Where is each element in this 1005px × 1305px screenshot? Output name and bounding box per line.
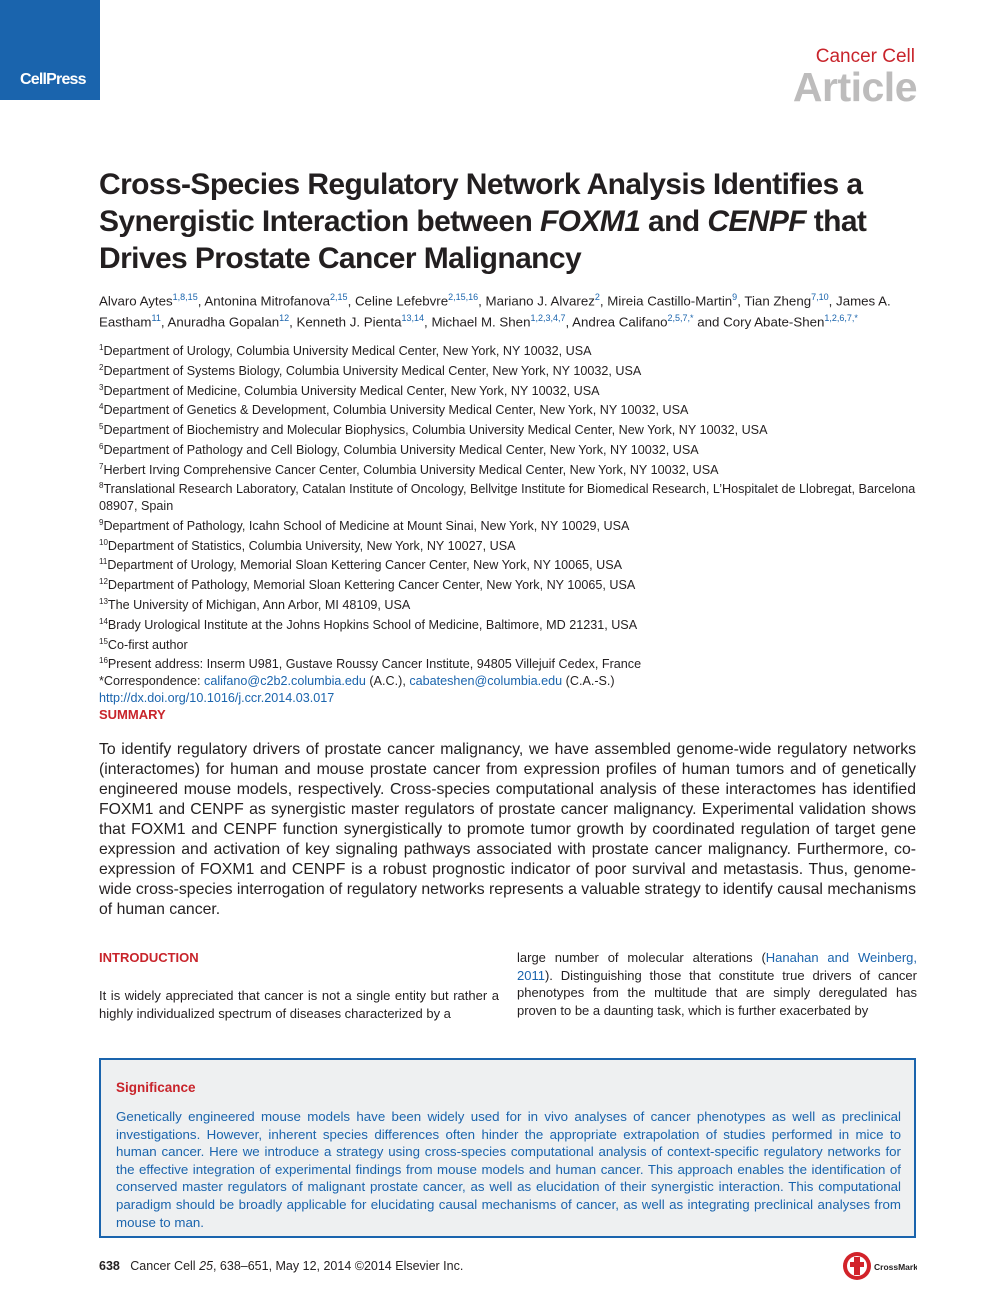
affiliations — [99, 340, 929, 706]
correspondence: *Correspondence: califano@c2b2.columbia.edu (A.C.), cabateshen@columbia.edu (C.A.-S.) — [99, 674, 615, 689]
cellpress-logo — [0, 0, 100, 100]
author-affiliation-sup: 13,14 — [401, 312, 425, 323]
affiliation-item: $^1$Department of Urology, Columbia University Medical Center, New York, NY 10032, USA — [99, 343, 592, 359]
affiliation-item: $^7$Herbert Irving Comprehensive Cancer Center, Columbia University Medical Center, New York, NY 10032, USA — [99, 461, 719, 477]
author-name: Antonina Mitrofanova — [204, 293, 331, 309]
significance-text: Genetically engineered mouse models have been widely used for in vivo analyses of cancer phenotypes as well as preclinical investigations. However, inherent species differences often hinder the appropriate extrapolation of studies performed in mice to human cancer. Here we introduce a strategy using cross-species computational analysis of context-specific regulatory networks for the effective integration of experimental findings from mouse models and human cancer. This approach enables the identification of conserved master regulators of malignant prostate cancer, as well as elucidation of their synergistic interaction. This computational paradigm should be broadly applicable for elucidating causal mechanisms of cancer, as well as integrating preclinical analyses from mouse to man. — [116, 1109, 901, 1230]
article-type: Article — [792, 64, 917, 110]
author-affiliation-sup: 2,15 — [330, 292, 348, 302]
affiliation-item: $^{16}$Present address: Inserm U981, Gustave Roussy Cancer Institute, 94805 Villejuif Cedex, France — [99, 656, 642, 672]
page-footer: 638 Cancer Cell 25, 638–651, May 12, 2014 ©2014 Elsevier Inc. — [99, 1259, 464, 1273]
email-link-califano[interactable]: califano@c2b2.columbia.edu — [204, 674, 366, 689]
author-name: Tian Zheng — [744, 293, 812, 309]
significance-heading: Significance — [116, 1080, 196, 1095]
page-number: 638 — [99, 1259, 120, 1273]
affiliation-item: $^{12}$Department of Pathology, Memorial Sloan Kettering Cancer Center, New York, NY 10065, USA — [99, 577, 636, 593]
email-link-abate-shen[interactable]: cabateshen@columbia.edu — [409, 674, 563, 689]
publisher-logo-text: CellPress — [20, 71, 86, 88]
summary-text: To identify regulatory drivers of prostate cancer malignancy, we have assembled genome-wide regulatory networks (interactomes) for human and mouse prostate cancer from expression profiles of human tumors and of genetically engineered mouse models, respectively. Cross-species computational analysis of these interactomes has identified FOXM1 and CENPF as synergistic master regulators of prostate cancer malignancy. Experimental validation shows that FOXM1 and CENPF function synergistically to promote tumor growth by coordinated regulation of target gene expression and activation of key signaling pathways associated with prostate cancer malignancy. Furthermore, co-expression of FOXM1 and CENPF is a robust prognostic indicator of poor survival and metastasis. Thus, genome-wide cross-species interrogation of regulatory networks represents a valuable strategy to identify causal mechanisms of human cancer. — [99, 741, 916, 918]
intro-right-column: large number of molecular alterations (Hanahan and Weinberg, 2011). Distinguishing those that constitute true drivers of cancer phenotypes from the multitude that are simply deregulated has proven to be a daunting task, which is further exacerbated by — [517, 950, 917, 1018]
intro-left-column: It is widely appreciated that cancer is not a single entity but rather a highly individualized spectrum of diseases characterized by a — [99, 988, 499, 1021]
affiliation-item: $^{13}$The University of Michigan, Ann Arbor, MI 48109, USA — [99, 596, 411, 613]
affiliation-item: $^3$Department of Medicine, Columbia University Medical Center, New York, NY 10032, USA — [99, 382, 600, 398]
affiliation-item: $^{11}$Department of Urology, Memorial Sloan Kettering Cancer Center, New York, NY 10065, USA — [99, 557, 623, 573]
author-affiliation-sup: 2 — [594, 292, 600, 302]
author-name: Michael M. Shen — [431, 314, 531, 330]
affiliation-item: $^9$Department of Pathology, Icahn School of Medicine at Mount Sinai, New York, NY 10029, USA — [99, 517, 630, 534]
significance-box — [99, 1058, 916, 1238]
affiliation-item: $^{10}$Department of Statistics, Columbia University, New York, NY 10027, USA — [99, 537, 516, 553]
author-affiliation-sup: 12 — [279, 312, 290, 323]
affiliation-item: $^2$Department of Systems Biology, Columbia University Medical Center, New York, NY 10032, USA — [99, 362, 642, 378]
author-name: Kenneth J. Pienta — [296, 314, 402, 330]
author-name: Cory Abate-Shen — [723, 314, 825, 330]
journal-name: Cancer Cell — [815, 46, 915, 67]
affiliation-item: $^4$Department of Genetics & Development, Columbia University Medical Center, New York, NY 10032, USA — [99, 402, 689, 418]
crossmark-badge[interactable] — [842, 1250, 917, 1282]
author-affiliation-sup: 7,10 — [811, 292, 829, 302]
author-name: Alvaro Aytes — [99, 293, 173, 309]
author-affiliation-sup: 9 — [732, 292, 738, 302]
author-name: Anuradha Gopalan — [167, 314, 280, 330]
affiliation-item: $^5$Department of Biochemistry and Molecular Biophysics, Columbia University Medical Center, New York, NY 10032, USA — [99, 422, 768, 438]
author-name: James A. Eastham — [99, 293, 891, 330]
summary-heading: SUMMARY — [99, 707, 166, 722]
author-name: Mireia Castillo-Martin — [607, 293, 733, 309]
gene-foxm1: FOXM1 — [539, 205, 641, 238]
author-affiliation-sup: 2,15,16 — [448, 292, 479, 302]
article-title: Cross-Species Regulatory Network Analysis Identifies a Synergistic Interaction between FOXM1 and CENPF that Drives Prostate Cancer Malignancy — [99, 168, 867, 275]
author-name: Mariano J. Alvarez — [485, 293, 595, 309]
affiliation-item: $^6$Department of Pathology and Cell Biology, Columbia University Medical Center, New York, NY 10032, USA — [99, 441, 699, 458]
gene-cenpf: CENPF — [707, 205, 806, 238]
author-list: Alvaro Aytes$^{1,8,15}$, Antonina Mitrofanova$^{2,15}$, Celine Lefebvre$^{2,15,16}$, Mariano J. Alvarez$^2$, Mireia Castillo-Martin$^9$, Tian Zheng$^{7,10}$, James A. Eastham$^{11}$, Anuradha Gopalan$^{12}$, Kenneth J. Pienta$^{13,14}$, Michael M. Shen$^{1,2,3,4,7}$, Andrea Califano$^{2,5,7,*}$ and Cory Abate-Shen$^{1,2,6,7,*}$ — [99, 292, 891, 330]
doi-link[interactable]: http://dx.doi.org/10.1016/j.ccr.2014.03.017 — [99, 690, 335, 705]
crossmark-label: CrossMark — [874, 1262, 917, 1272]
affiliation-item: $^{15}$Co-first author — [99, 636, 188, 652]
crossmark-icon — [842, 1250, 917, 1282]
author-name: Celine Lefebvre — [354, 293, 449, 309]
citation-link[interactable]: Hanahan and Weinberg, 2011 — [517, 950, 917, 983]
affiliation-item: $^8$Translational Research Laboratory, Catalan Institute of Oncology, Bellvitge Institute for Biomedical Research, L’Hospitalet de Llobregat, Barcelona 08907, Spain — [99, 481, 916, 514]
author-affiliation-sup: 2,5,7,* — [667, 312, 694, 323]
introduction-heading: INTRODUCTION — [99, 950, 199, 965]
affiliation-item: $^{14}$Brady Urological Institute at the Johns Hopkins School of Medicine, Baltimore, MD 21231, USA — [99, 616, 638, 632]
author-affiliation-sup: 1,2,6,7,* — [824, 312, 858, 323]
author-affiliation-sup: 1,2,3,4,7 — [530, 312, 566, 323]
author-name: Andrea Califano — [572, 314, 668, 330]
author-affiliation-sup: 1,8,15 — [172, 292, 198, 302]
author-affiliation-sup: 11 — [151, 312, 161, 323]
